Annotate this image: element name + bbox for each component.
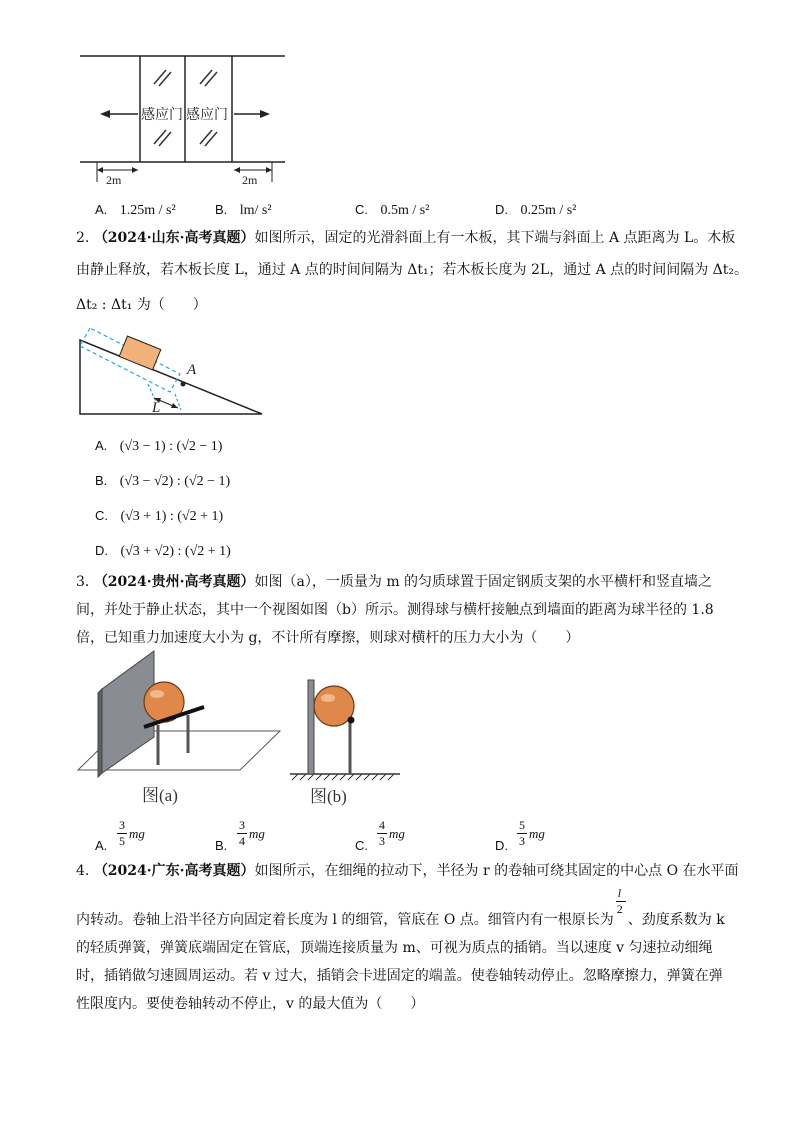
q1-door-left-label: 感应门 [141,108,183,123]
q3-caption-b: 图(b) [310,787,347,806]
q4-stem-line4: 时，插销做匀速圆周运动。若 v 过大，插销会卡进固定的端盖。使卷轴转动停止。忽略摩擦力，弹簧在弹 [76,968,723,984]
q3-caption-a: 图(a) [142,786,178,805]
q2-option-c: C. (√3 + 1) : (√2 + 1) [95,508,224,524]
q1-option-d: D. 0.25m / s² [495,202,577,218]
q1-door-figure [70,48,300,188]
q2-stem-line2: 由静止释放，若木板长度 L，通过 A 点的时间间隔为 Δt₁；若木板长度为 2L，通过 A 点的时间间隔为 Δt₂。 [76,262,749,278]
q2-incline-figure [70,322,270,418]
q2-length-label: L [152,400,161,416]
q1-option-c: C. 0.5m / s² [355,202,430,218]
q3-stem-line2: 间，并处于静止状态，其中一个视图如图（b）所示。测得球与横杆接触点到墙面的距离为球半径的 1.8 [76,602,714,618]
q4-stem-line5: 性限度内。要使卷轴转动不停止，v 的最大值为（ ） [76,996,425,1012]
q2-option-d: D. (√3 + √2) : (√2 + 1) [95,543,231,559]
q4-stem-line1: 4. （2024·广东·高考真题）如图所示，在细绳的拉动下，半径为 r 的卷轴可绕其固定的中心点 O 在水平面 [76,863,739,879]
q4-stem-line3: 的轻质弹簧，弹簧底端固定在管底，顶端连接质量为 m、可视为质点的插销。当以速度 v 匀速拉动细绳 [76,940,713,956]
q1-dist-left: 2m [106,173,122,187]
q2-point-a-label: A [187,362,197,378]
q2-stem-line3: Δt₂ : Δt₁ 为（ ） [76,297,207,313]
q1-option-a: A. 1.25m / s² [95,202,176,218]
q1-dist-right: 2m [242,173,258,187]
q3-figure-b [288,672,408,810]
q2-option-b: B. (√3 − √2) : (√2 − 1) [95,473,231,489]
q4-fraction-l-over-2: $\frac{l}{2}$ [614,906,628,934]
q2-option-a: A. (√3 − 1) : (√2 − 1) [95,438,223,454]
q2-stem-line1: 2. （2024·山东·高考真题）如图所示，固定的光滑斜面上有一木板，其下端与斜面上 A 点距离为 L。木板 [76,230,736,246]
q4-stem-line2: 内转动。卷轴上沿半径方向固定着长度为 l 的细管，管底在 O 点。细管内有一根原长为 $\frac{l}{2}$ 、劲度系数为 k [76,906,776,934]
q3-figure-a [72,645,282,810]
q1-door-right-label: 感应门 [186,108,228,123]
q3-stem-line3: 倍，已知重力加速度大小为 g，不计所有摩擦，则球对横杆的压力大小为（ ） [76,630,580,646]
q1-option-b: B. lm/ s² [215,202,272,218]
q3-stem-line1: 3. （2024·贵州·高考真题）如图（a），一质量为 m 的匀质球置于固定钢质支架的水平横杆和竖直墙之 [76,574,713,590]
